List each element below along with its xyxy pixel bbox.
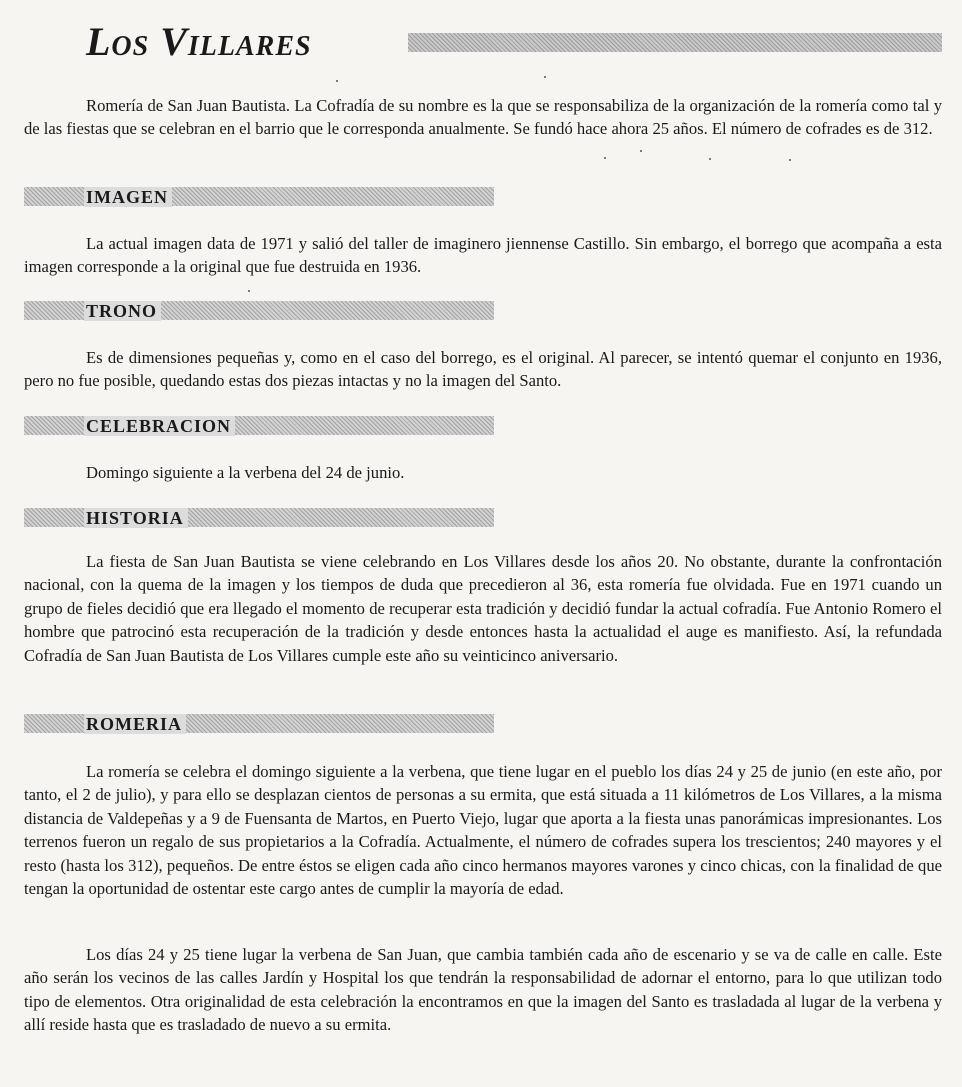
scan-speck	[248, 290, 250, 292]
page-title: Los Villares	[86, 19, 312, 64]
title-rule	[408, 33, 942, 52]
section-heading-imagen: IMAGEN	[84, 187, 172, 207]
romeria-paragraph-1: La romería se celebra el domingo siguiente a la verbena, que tiene lugar en el pueblo los días 24 y 25 de junio (en este año, por tanto, el 2 de julio), y para ello se desplazan cientos de personas a su ermita, que está situada a 11 kilómetros de Los Villares, a la misma distancia de Valdepeñas y a 9 de Fuensanta de Martos, en Puerto Viejo, lugar que aporta a la fiesta unas panorámicas impresionantes. Los terrenos fueron un regalo de sus propietarios a la Cofradía. Actualmente, el número de cofrades supera los trescientos; 240 mayores y el resto (hasta los 312), pequeños. De entre éstos se eligen cada año cinco hermanos mayores varones y cinco chicas, con la finalidad de que tengan la oportunidad de ostentar este cargo antes de cumplir la mayoría de edad.	[24, 762, 942, 899]
imagen-paragraph: La actual imagen data de 1971 y salió del taller de imaginero jiennense Castillo. Sin embargo, el borrego que acompaña a esta imagen corresponde a la original que fue destruida en 1936.	[24, 234, 942, 277]
scan-speck	[336, 80, 338, 82]
scan-speck	[789, 159, 791, 161]
section-heading-trono: TRONO	[84, 301, 161, 321]
section-heading-celebracion: CELEBRACION	[84, 416, 235, 436]
trono-paragraph: Es de dimensiones pequeñas y, como en el caso del borrego, es el original. Al parecer, se intentó quemar el conjunto en 1936, pero no fue posible, quedando estas dos piezas intactas y no la imagen del Santo.	[24, 348, 942, 391]
scan-speck	[544, 76, 546, 78]
intro-paragraph: Romería de San Juan Bautista. La Cofradía de su nombre es la que se responsabiliza de la organización de la romería como tal y de las fiestas que se celebran en el barrio que le corresponda anualmente. Se fundó hace ahora 25 años. El número de cofrades es de 312.	[24, 96, 942, 139]
historia-paragraph: La fiesta de San Juan Bautista se viene celebrando en Los Villares desde los años 20. No obstante, durante la confrontación nacional, con la quema de la imagen y los tiempos de duda que precedieron al 36, esta romería fue olvidada. Fue en 1971 cuando un grupo de fieles decidió que era llegado el momento de recuperar esta tradición y decidió fundar la actual cofradía. Fue Antonio Romero el hombre que patrocinó esta recuperación de la tradición y desde entonces hasta la actualidad el auge es manifiesto. Así, la refundada Cofradía de San Juan Bautista de Los Villares cumple este año su veinticinco aniversario.	[24, 552, 942, 665]
scan-speck	[640, 150, 642, 152]
section-heading-romeria: ROMERIA	[84, 714, 186, 734]
romeria-paragraph-2: Los días 24 y 25 tiene lugar la verbena de San Juan, que cambia también cada año de escenario y se va de calle en calle. Este año serán los vecinos de las calles Jardín y Hospital los que tendrán la responsabilidad de adornar el entorno, para lo que utilizan todo tipo de elementos. Otra originalidad de esta celebración la encontramos en que la imagen del Santo es trasladada al lugar de la verbena y allí reside hasta que es trasladado de nuevo a su ermita.	[24, 945, 942, 1035]
scan-speck	[604, 157, 606, 159]
section-heading-historia: HISTORIA	[84, 508, 188, 528]
celebracion-paragraph: Domingo siguiente a la verbena del 24 de junio.	[86, 463, 405, 482]
scan-speck	[709, 158, 711, 160]
